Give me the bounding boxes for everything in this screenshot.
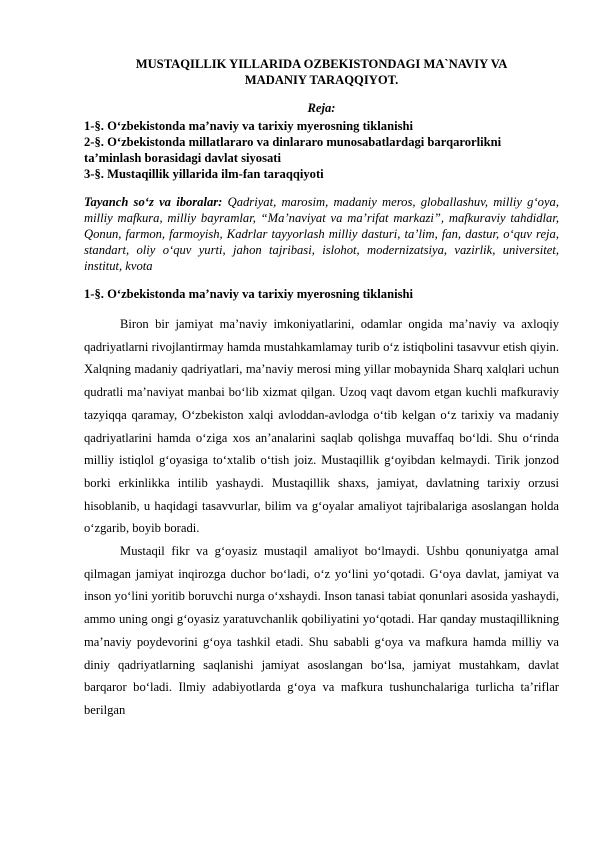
plan-item-1: 1-§. O‘zbekistonda ma’naviy va tarixiy myerosning tiklanishi	[84, 119, 413, 133]
plan-item-2: 2-§. O‘zbekistonda millatlararo va dinlararo munosabatlardagi barqarorlikni ta’minlash borasidagi davlat siyosati	[84, 135, 502, 165]
section-heading: 1-§. O‘zbekistonda ma’naviy va tarixiy myerosning tiklanishi	[84, 287, 413, 301]
body-paragraph-1: Biron bir jamiyat ma’naviy imkoniyatlarini, odamlar ongida ma’naviy va axloqiy qadriyatlarni rivojlantirmay hamda mustahkamlamay turib o‘z istiqbolini tasavvur etish qiyin. Xalqning madaniy qadriyatlari, ma’naviy merosi ming yillar mobaynida Sharq xalqlari uchun qudratli ma’naviyat manbai bo‘lib xizmat qilgan. Uzoq vaqt davom etgan kuchli mafkuraviy tazyiqqa qaramay, O‘zbekiston xalqi avloddan-avlodga o‘tib kelgan o‘z tarixiy va madaniy qadriyatlarini hamda o‘ziga xos an’analarini saqlab qolishga muvaffaq bo‘ldi. Shu o‘rinda milliy istiqlol g‘oyasiga to‘xtalib o‘tish joiz. Mustaqillik g‘oyibdan kelmaydi. Tirik jonzod borki erkinlikka intilib yashaydi. Mustaqillik shaxs, jamiyat, davlatning tarixiy orzusi hisoblanib, u haqidagi tasavvurlar, bilim va g‘oyalar amaliyot tajribalariga asoslangan holda o‘zgarib, boyib boradi.	[84, 317, 559, 536]
keywords-text: Qadriyat, marosim, madaniy meros, globallashuv, milliy g‘oya, milliy mafkura, milliy bayramlar, “Ma’naviyat va ma’rifat markazi”, mafkuraviy tahdidlar, Qonun, farmon, farmoyish, Kadrlar tayyorlash milliy dasturi, ta’lim, fan, dastur, o‘quv reja, standart, oliy o‘quv yurti, jahon tajribasi, islohot, modernizatsiya, vazirlik, universitet, institut, kvota	[84, 195, 559, 273]
title-line-1: MUSTAQILLIK YILLARIDA OZBEKISTONDAGI MA`NAVIY VA	[135, 57, 508, 71]
plan-heading: Reja:	[307, 101, 336, 115]
title-line-2: MADANIY TARAQQIYOT.	[244, 73, 399, 87]
document-page	[84, 56, 559, 722]
plan-item-3: 3-§. Mustaqillik yillarida ilm-fan taraqqiyoti	[84, 167, 324, 181]
document-title	[84, 56, 559, 88]
keywords-label: Tayanch so‘z va iboralar:	[84, 195, 223, 209]
body-paragraph-2: Mustaqil fikr va g‘oyasiz mustaqil amaliyot bo‘lmaydi. Ushbu qonuniyatga amal qilmagan jamiyat inqirozga duchor bo‘ladi, o‘z yo‘lini yo‘qotadi. G‘oya davlat, jamiyat va inson yo‘lini yoritib boruvchi nurga o‘xshaydi. Inson tanasi tabiat qonunlari asosida yashaydi, ammo uning ongi g‘oyasiz yaratuvchanlik qobiliyatini yo‘qotadi. Har qanday mustaqillikning ma’naviy poydevorini g‘oya tashkil etadi. Shu sababli g‘oya va mafkura hamda milliy va diniy qadriyatlarning saqlanishi jamiyat asoslangan bo‘lsa, jamiyat mustahkam, davlat barqaror bo‘ladi. Ilmiy adabiyotlarda g‘oya va mafkura tushunchalariga turlicha ta’riflar berilgan	[84, 544, 559, 717]
keywords-block	[84, 194, 559, 274]
